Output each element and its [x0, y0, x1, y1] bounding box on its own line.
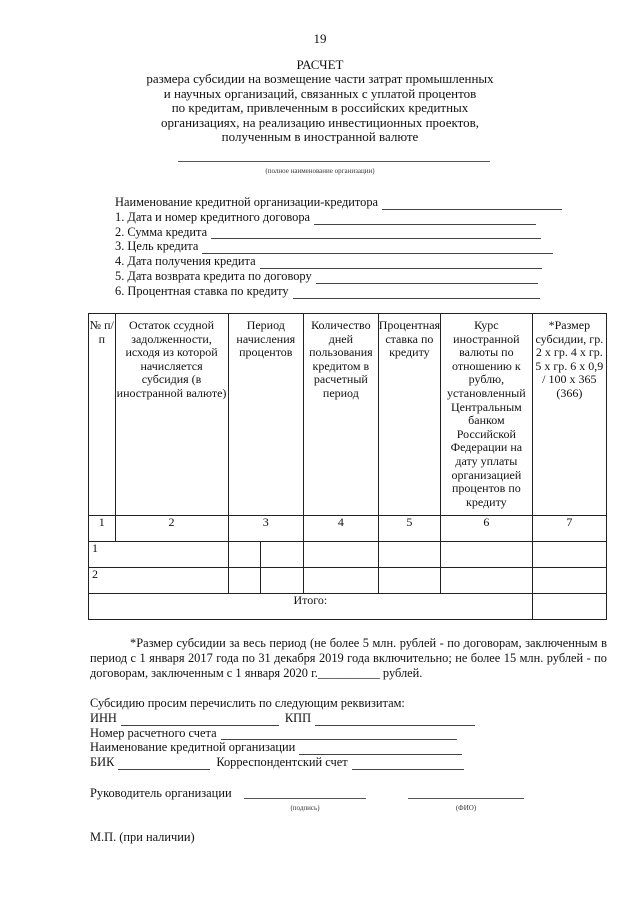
account-row	[90, 726, 475, 741]
field-label: 5. Дата возврата кредита по договору	[115, 268, 312, 283]
field-blank	[293, 287, 540, 299]
account-label: Номер расчетного счета	[90, 725, 217, 740]
field-blank	[202, 242, 553, 254]
requisites-intro: Субсидию просим перечислить по следующим реквизитам:	[90, 696, 405, 710]
corr-label: Корреспондентский счет	[216, 755, 348, 770]
field-row	[115, 225, 562, 240]
table-cell	[304, 542, 379, 568]
inn-blank	[121, 714, 279, 726]
field-blank	[314, 213, 536, 225]
creditor-blank	[382, 198, 562, 210]
field-row	[115, 254, 562, 269]
stamp-label: М.П. (при наличии)	[90, 830, 195, 844]
bank-blank	[299, 743, 462, 755]
table-cell	[378, 542, 440, 568]
fio-caption: (ФИО)	[455, 804, 477, 812]
bank-row	[90, 740, 475, 755]
column-number: 4	[304, 516, 379, 542]
title-line: и научных организаций, связанных с уплатой процентов	[163, 85, 477, 101]
field-label: 6. Процентная ставка по кредиту	[115, 283, 289, 298]
table-cell	[532, 542, 606, 568]
column-number: 2	[115, 516, 228, 542]
creditor-row	[115, 195, 562, 210]
column-number: 5	[378, 516, 440, 542]
table-cell	[378, 568, 440, 594]
table-row	[89, 542, 607, 568]
bik-corr-row	[90, 755, 475, 770]
title-line: размера субсидии на возмещение части затрат промышленных	[146, 71, 494, 87]
column-header: Курс иностранной валюты по отношению к рублю, установленный Центральным банком Российской Федерации на дату уплаты организацией процентов по кредиту	[441, 314, 533, 516]
table-cell	[304, 568, 379, 594]
title-line: по кредитам, привлеченным в российских кредитных	[171, 100, 469, 116]
field-row	[115, 284, 562, 299]
kpp-blank	[315, 714, 475, 726]
total-value-cell	[532, 594, 606, 620]
requisites-section	[90, 696, 475, 770]
table-cell	[228, 542, 261, 568]
table-cell	[532, 568, 606, 594]
column-header: Остаток ссудной задолженности, исходя из которой начисляется субсидия (в иностранной валюте)	[115, 314, 228, 516]
account-blank	[221, 728, 457, 740]
field-blank	[260, 257, 542, 269]
org-name-caption: (полное наименование организации)	[265, 167, 375, 175]
footnote	[90, 636, 607, 680]
field-blank	[316, 272, 538, 284]
kpp-label: КПП	[284, 710, 312, 725]
title-line: полученным в иностранной валюте	[221, 129, 419, 145]
field-row	[115, 239, 562, 254]
field-label: 3. Цель кредита	[115, 239, 199, 254]
table-row	[89, 568, 607, 594]
bank-label: Наименование кредитной организации	[90, 740, 296, 755]
column-number: 3	[228, 516, 303, 542]
field-label: 1. Дата и номер кредитного договора	[115, 209, 311, 224]
total-row	[89, 594, 607, 620]
column-header: Период начисления процентов	[228, 314, 303, 516]
field-blank	[211, 227, 541, 239]
title-line: организациях, на реализацию инвестиционных проектов,	[160, 114, 480, 130]
table-cell	[228, 568, 261, 594]
creditor-label: Наименование кредитной организации-кредитора	[115, 195, 379, 209]
signature-block	[90, 786, 232, 801]
table-cell	[261, 542, 304, 568]
corr-blank	[352, 758, 464, 770]
column-header: Процентная ставка по кредиту	[378, 314, 440, 516]
title-line: РАСЧЕТ	[296, 57, 344, 72]
field-row	[115, 269, 562, 284]
inn-label: ИНН	[90, 710, 117, 725]
head-label: Руководитель организации	[90, 786, 232, 800]
table-cell	[441, 542, 533, 568]
org-name-line	[178, 161, 490, 162]
subsidy-table	[88, 313, 607, 620]
field-label: 2. Сумма кредита	[115, 224, 208, 239]
fio-line	[408, 798, 524, 799]
credit-fields	[115, 195, 562, 299]
header-row	[89, 314, 607, 516]
column-header: № п/п	[89, 314, 116, 516]
column-number: 6	[441, 516, 533, 542]
inn-kpp-row	[90, 711, 475, 726]
row-number: 1	[89, 542, 229, 568]
footnote-text: *Размер субсидии за весь период (не более 5 млн. рублей - по договорам, заключенным в период с 1 января 2017 года по 31 декабря 2019 года включительно; не более 15 млн. рублей - по договорам, заключенным с 1 января 2020 г.__________ рублей.	[90, 636, 607, 680]
field-row	[115, 210, 562, 225]
column-number: 1	[89, 516, 116, 542]
bik-label: БИК	[90, 755, 115, 770]
column-header: Количество дней пользования кредитом в расчетный период	[304, 314, 379, 516]
bik-blank	[118, 758, 210, 770]
row-number: 2	[89, 568, 229, 594]
column-number-row	[89, 516, 607, 542]
field-label: 4. Дата получения кредита	[115, 254, 256, 269]
table-cell	[441, 568, 533, 594]
column-number: 7	[532, 516, 606, 542]
table-cell	[261, 568, 304, 594]
column-header: *Размер субсидии, гр. 2 x гр. 4 x гр. 5 x гр. 6 x 0,9 / 100 x 365 (366)	[532, 314, 606, 516]
signature-caption: (подпись)	[290, 804, 320, 812]
document-title	[0, 58, 640, 144]
page-number: 19	[313, 31, 327, 46]
total-label: Итого:	[89, 594, 533, 620]
signature-line	[244, 798, 366, 799]
